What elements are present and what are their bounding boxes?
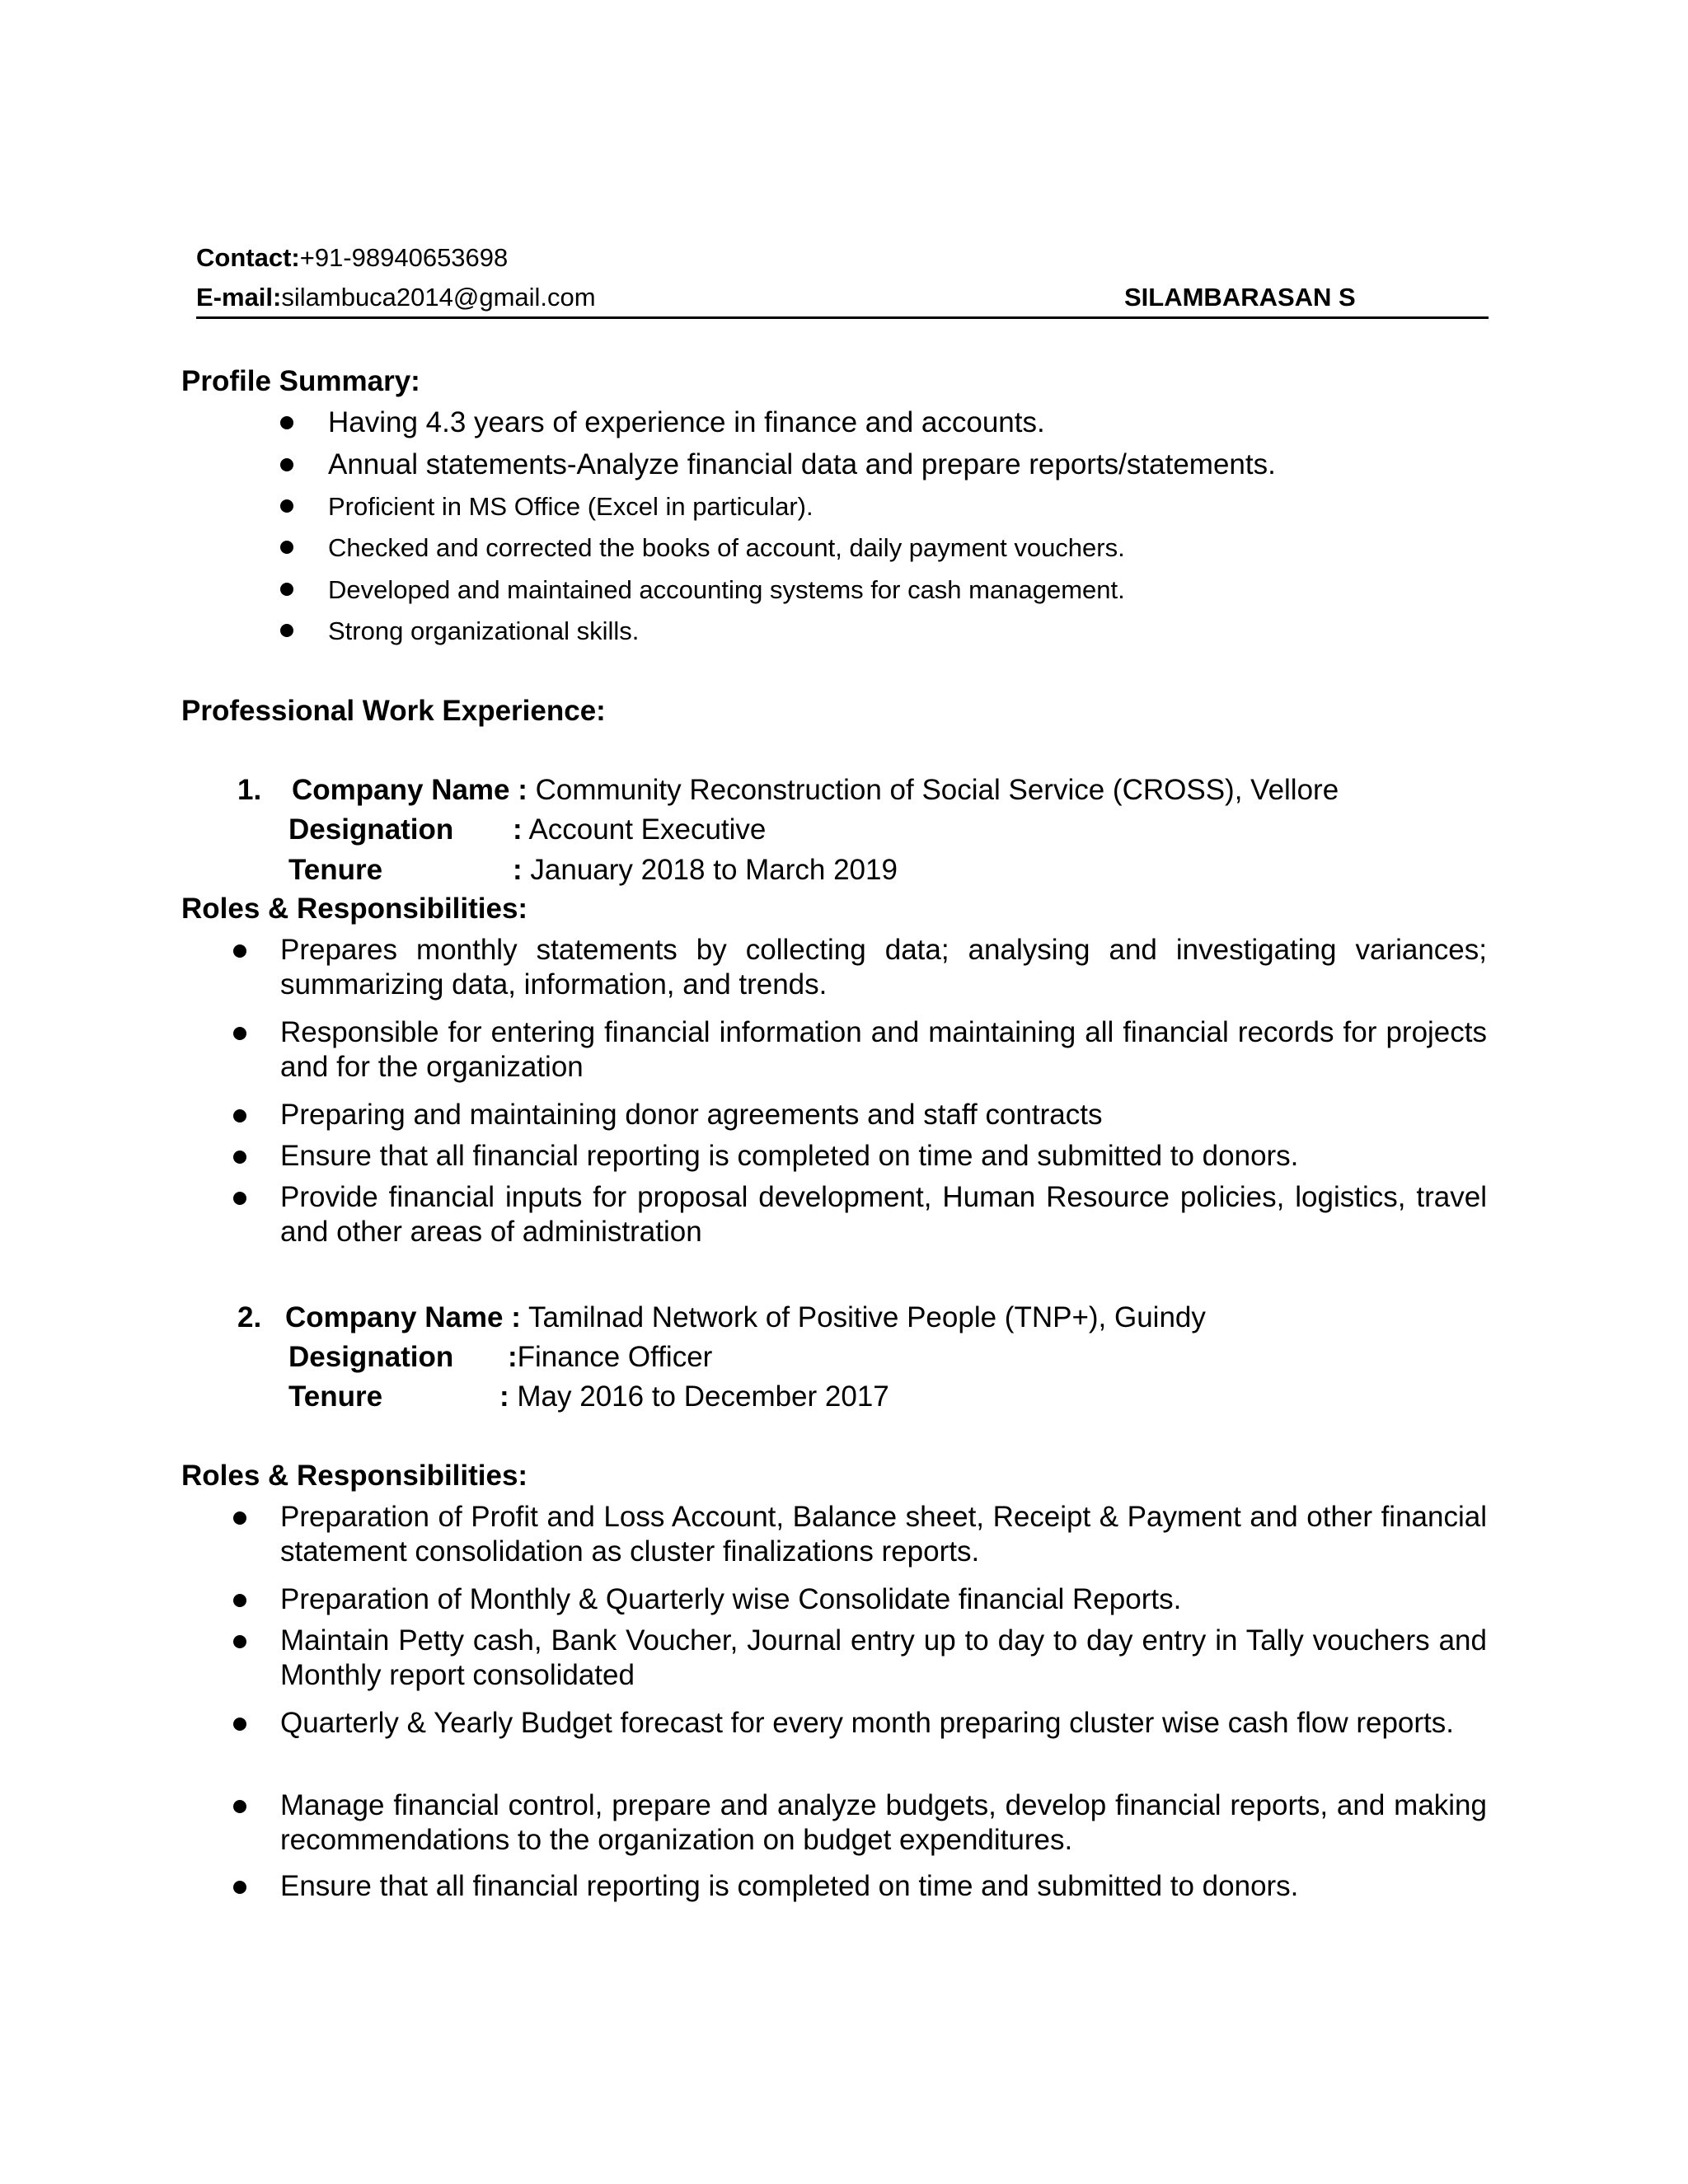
company-name: Community Reconstruction of Social Service (CROSS), Vellore — [535, 774, 1339, 806]
roles-heading: Roles & Responsibilities: — [181, 1460, 528, 1492]
role-item: Preparation of Monthly & Quarterly wise Consolidate financial Reports. — [280, 1583, 1182, 1615]
designation-value: Account Executive — [528, 813, 767, 846]
company-label: Company Name — [285, 1301, 504, 1333]
bullet-icon — [280, 416, 293, 429]
tenure-label: Tenure — [288, 854, 383, 886]
company-line: Company Name : Tamilnad Network of Positive People (TNP+), Guindy — [285, 1301, 1206, 1333]
designation-label: Designation — [288, 1341, 454, 1373]
profile-heading: Profile Summary: — [181, 365, 420, 397]
bullet-icon — [233, 1109, 246, 1122]
designation-line: : Account Executive — [513, 813, 767, 846]
bullet-icon — [233, 1800, 246, 1813]
profile-item: Having 4.3 years of experience in finance and accounts. — [328, 406, 1045, 438]
role-item: Maintain Petty cash, Bank Voucher, Journal entry up to day to day entry in Tally vouchers and Monthly report consolidated — [280, 1624, 1487, 1691]
role-item: Provide financial inputs for proposal development, Human Resource policies, logistics, travel and other areas of administration — [280, 1181, 1487, 1248]
bullet-icon — [233, 1151, 246, 1164]
bullet-icon — [233, 1718, 246, 1731]
bullet-icon — [233, 1511, 246, 1525]
email-address[interactable]: silambuca2014@gmail.com — [281, 283, 596, 312]
role-item: Quarterly & Yearly Budget forecast for every month preparing cluster wise cash flow reports. — [280, 1707, 1454, 1739]
company-name: Tamilnad Network of Positive People (TNP+), Guindy — [528, 1301, 1206, 1333]
designation-value: Finance Officer — [517, 1341, 713, 1373]
bullet-icon — [280, 583, 293, 596]
bullet-icon — [280, 499, 293, 513]
bullet-icon — [233, 1635, 246, 1648]
role-item: Manage financial control, prepare and analyze budgets, develop financial reports, and making recommendations to the organization on budget expenditures. — [280, 1789, 1487, 1856]
header-divider — [196, 316, 1489, 319]
bullet-icon — [233, 1594, 246, 1607]
role-item: Ensure that all financial reporting is completed on time and submitted to donors. — [280, 1140, 1299, 1172]
designation-label: Designation — [288, 813, 454, 846]
profile-item: Annual statements-Analyze financial data and prepare reports/statements. — [328, 448, 1276, 480]
bullet-icon — [233, 1192, 246, 1205]
email-label: E-mail: — [196, 283, 282, 312]
tenure-value: May 2016 to December 2017 — [517, 1380, 889, 1413]
company-label: Company Name — [292, 774, 510, 806]
tenure-label: Tenure — [288, 1380, 383, 1413]
bullet-icon — [280, 624, 293, 637]
email-line — [196, 282, 596, 312]
job-number: 2. — [237, 1301, 262, 1333]
role-item: Preparation of Profit and Loss Account, Balance sheet, Receipt & Payment and other financial statement consolidation as cluster finalizations reports. — [280, 1501, 1487, 1568]
bullet-icon — [233, 1027, 246, 1040]
tenure-line: : May 2016 to December 2017 — [499, 1380, 889, 1413]
designation-line: :Finance Officer — [508, 1341, 713, 1373]
tenure-value: January 2018 to March 2019 — [530, 854, 898, 886]
role-item: Ensure that all financial reporting is completed on time and submitted to donors. — [280, 1870, 1299, 1902]
bullet-icon — [233, 944, 246, 958]
profile-item: Proficient in MS Office (Excel in particular). — [328, 492, 814, 521]
contact-phone: +91-98940653698 — [299, 243, 509, 272]
company-line: Company Name : Community Reconstruction of Social Service (CROSS), Vellore — [292, 774, 1339, 806]
bullet-icon — [280, 541, 293, 554]
bullet-icon — [233, 1881, 246, 1894]
bullet-icon — [280, 458, 293, 471]
contact-line — [196, 242, 508, 273]
profile-item: Checked and corrected the books of account, daily payment vouchers. — [328, 533, 1125, 562]
role-item: Prepares monthly statements by collecting data; analysing and investigating variances; summarizing data, information, and trends. — [280, 934, 1487, 1001]
profile-item: Developed and maintained accounting systems for cash management. — [328, 575, 1125, 604]
profile-item: Strong organizational skills. — [328, 616, 640, 645]
roles-heading: Roles & Responsibilities: — [181, 893, 528, 925]
role-item: Preparing and maintaining donor agreements and staff contracts — [280, 1099, 1103, 1131]
tenure-line: : January 2018 to March 2019 — [513, 854, 898, 886]
experience-heading: Professional Work Experience: — [181, 695, 606, 727]
role-item: Responsible for entering financial information and maintaining all financial records for projects and for the organization — [280, 1016, 1487, 1083]
candidate-name: SILAMBARASAN S — [1124, 283, 1356, 312]
contact-label: Contact: — [196, 243, 300, 272]
job-number: 1. — [237, 774, 262, 806]
